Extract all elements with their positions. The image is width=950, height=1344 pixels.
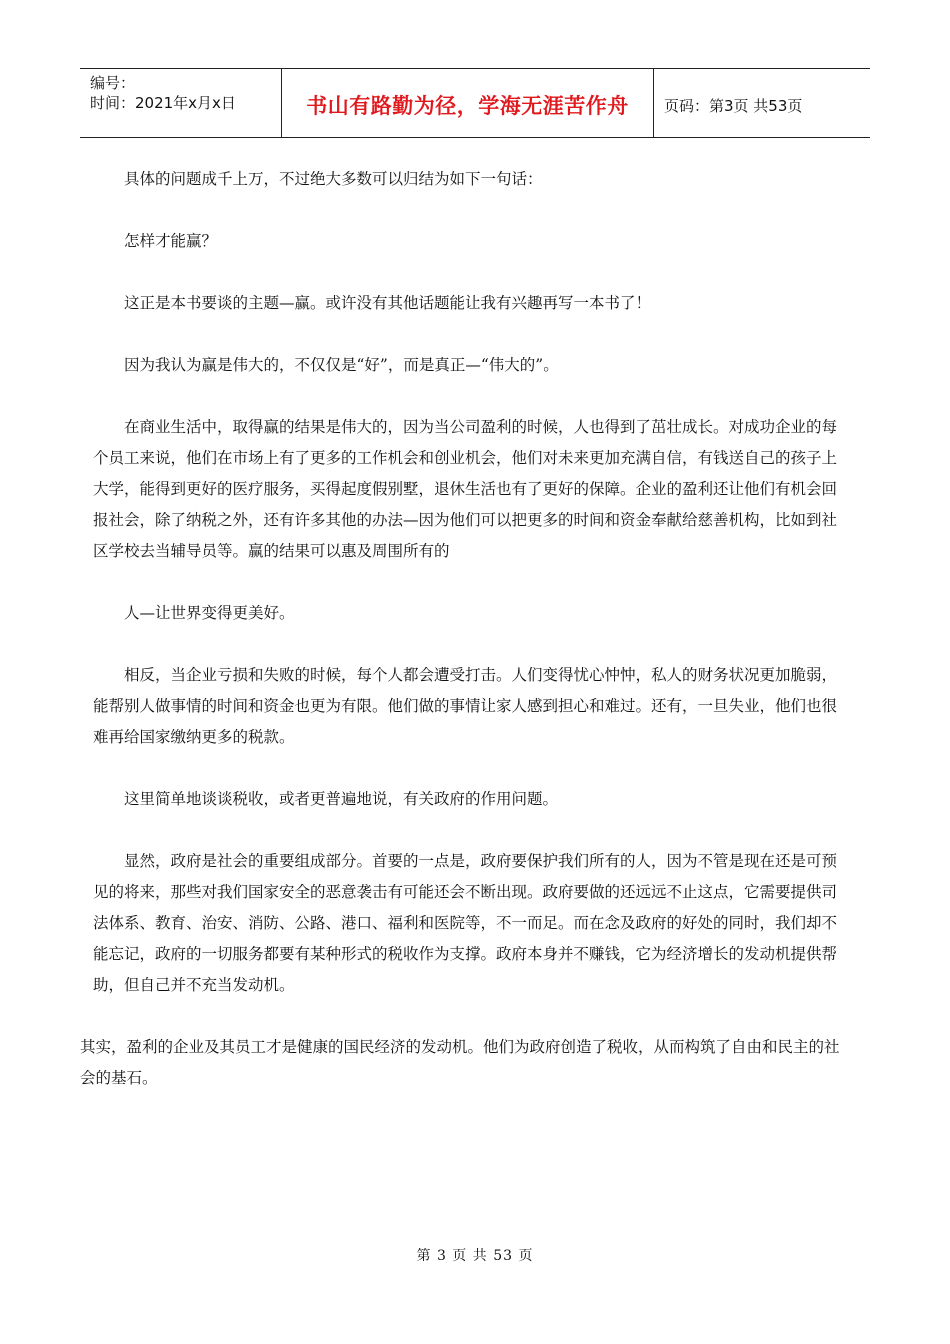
paragraph: 具体的问题成千上万，不过绝大多数可以归结为如下一句话： <box>124 170 543 188</box>
paragraph: 其实，盈利的企业及其员工才是健康的国民经济的发动机。他们为政府创造了税收，从而构筑了自由和民主的社会的基石。 <box>80 1038 840 1087</box>
paragraph: 这正是本书要谈的主题—赢。或许没有其他话题能让我有兴趣再写一本书了！ <box>124 294 652 312</box>
document-date-label: 时间：2021年x月x日 <box>90 94 236 112</box>
paragraph: 相反，当企业亏损和失败的时候，每个人都会遭受打击。人们变得忧心忡忡，私人的财务状况更加脆弱，能帮别人做事情的时间和资金也更为有限。他们做的事情让家人感到担心和难过。还有，一旦失业，他们也很难再给国家缴纳更多的税款。 <box>93 666 838 746</box>
paragraph: 因为我认为赢是伟大的，不仅仅是“好”，而是真正—“伟大的”。 <box>124 356 559 374</box>
header-page-label: 页码：第3页 共53页 <box>664 96 803 115</box>
header-motto: 书山有路勤为径，学海无涯苦作舟 <box>306 94 629 118</box>
document-body <box>80 164 848 1094</box>
paragraph: 怎样才能赢？ <box>124 232 218 250</box>
header-page-info <box>654 69 870 137</box>
document-number-label: 编号： <box>90 74 136 92</box>
document-header <box>80 68 870 138</box>
paragraph: 这里简单地谈谈税收，或者更普遍地说，有关政府的作用问题。 <box>124 790 559 808</box>
header-meta <box>80 69 282 137</box>
header-motto-cell <box>282 69 654 137</box>
paragraph: 在商业生活中，取得赢的结果是伟大的，因为当公司盈利的时候，人也得到了茁壮成长。对成功企业的每个员工来说，他们在市场上有了更多的工作机会和创业机会，他们对未来更加充满自信，有钱送自己的孩子上大学，能得到更好的医疗服务，买得起度假别墅，退休生活也有了更好的保障。企业的盈利还让他们有机会回报社会，除了纳税之外，还有许多其他的办法—因为他们可以把更多的时间和资金奉献给慈善机构，比如到社区学校去当辅导员等。赢的结果可以惠及周围所有的 <box>93 418 838 560</box>
paragraph: 人—让世界变得更美好。 <box>124 604 295 622</box>
paragraph: 显然，政府是社会的重要组成部分。首要的一点是，政府要保护我们所有的人，因为不管是现在还是可预见的将来，那些对我们国家安全的恶意袭击有可能还会不断出现。政府要做的还远远不止这点，它需要提供司法体系、教育、治安、消防、公路、港口、福利和医院等，不一而足。而在念及政府的好处的同时，我们却不能忘记，政府的一切服务都要有某种形式的税收作为支撑。政府本身并不赚钱，它为经济增长的发动机提供帮助，但自己并不充当发动机。 <box>93 852 838 994</box>
page-footer: 第 3 页 共 53 页 <box>416 1248 534 1264</box>
